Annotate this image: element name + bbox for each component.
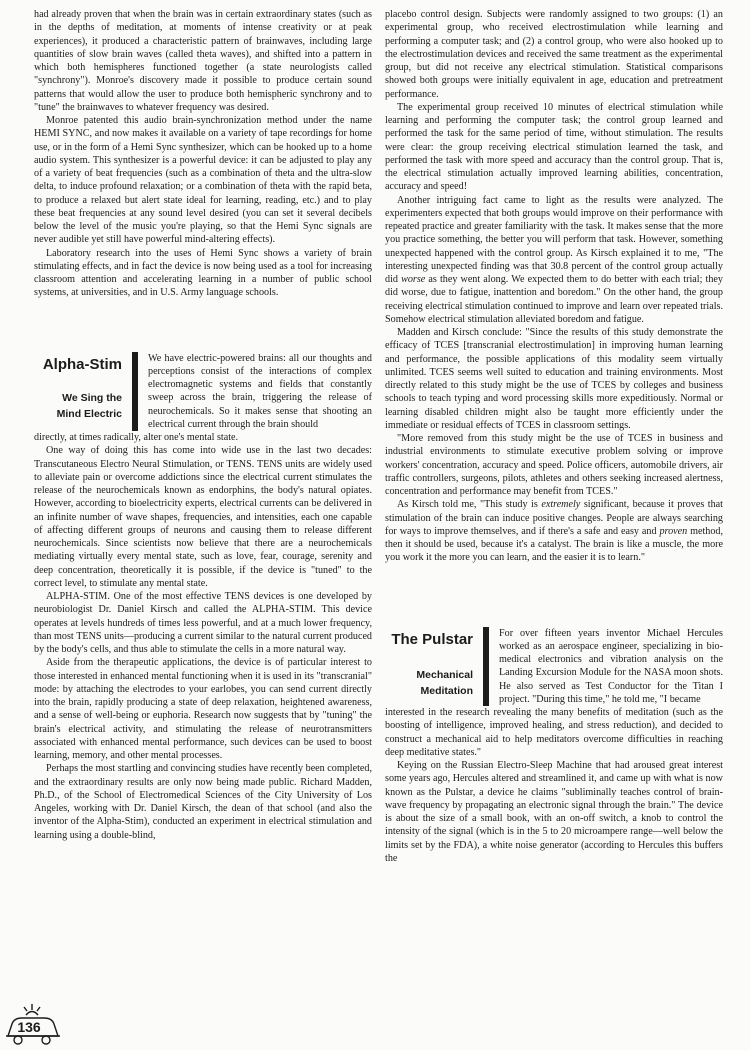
paragraph: placebo control design. Subjects were randomly assigned to two groups: (1) an experimental group, who received electrostimulation while learning and performing a computer task; and (2) a control group, who were also hooked up to the electrostimulation devices and received the same treatment as the experimental group, but did not receive any electrical stimulation. Statistical comparisons showed both groups were initially equivalent in age, education and pretreatment performance. xyxy=(385,9,723,100)
section-subtitle: We Sing the xyxy=(62,391,122,404)
paragraph: The experimental group received 10 minutes of electrical stimulation while learning and performing the computer task; the control group learned and performed the task for the same period of time, without stimulation. The results were clear: the group receiving electrical stimulation learned the task, and performed the task with more speed and accuracy than the control group. That is, the electrical stimulation actually improved learning abilities, concentration, accuracy and speed! xyxy=(385,101,723,193)
paragraph xyxy=(385,498,723,564)
emphasis: worse xyxy=(401,274,426,285)
left-column xyxy=(34,8,372,842)
section-heading-block xyxy=(34,352,132,432)
pulstar-section-header xyxy=(385,627,723,707)
paragraph: "More removed from this study might be the use of TCES in business and industrial environments to stimulate executive problem solving or improve workers' concentration, accuracy and speed. Police officers, automobile drivers, air traffic controllers, surgeons, pilots, athletes and others seeking increased alertness, concentration and performance may benefit from TCES." xyxy=(385,433,723,497)
section-subtitle: Mind Electric xyxy=(56,407,122,420)
paragraph: interested in the research revealing the many benefits of meditation (such as the boosting of intelligence, improved healing, and stress reduction), and decided to construct a mechanical aid to help meditators overcome difficulties in reaching deep meditative states." xyxy=(385,707,723,758)
paragraph: Laboratory research into the uses of Hemi Sync shows a variety of brain stimulating effects, and in fact the device is now being used as a tool for increasing classroom attention and accelerating learning in a number of public school systems, at universities, and in U.S. Army language schools. xyxy=(34,247,372,299)
section-title: The Pulstar xyxy=(391,630,473,648)
right-column xyxy=(385,8,723,865)
section-heading-block xyxy=(385,627,483,707)
paragraph-text: as they went along. We expected them to do better with each trial; they did worse, due to fatigue, inattention and boredom." On the other hand, the group receiving electrical stimulation continued to improve and learn over repeated trials. Somehow electrical stimulation alleviated boredom and fatigue. xyxy=(385,274,723,325)
paragraph: directly, at times radically, alter one's mental state. xyxy=(34,432,239,443)
paragraph: Keying on the Russian Electro-Sleep Machine that had aroused great interest some years ago, Hercules altered and streamlined it, and came up with what is now known as the Pulstar, a device he claims "subliminally teaches control of brain-wave frequency by propagating an electronic signal through the brain." The device is about the size of a small book, with an on-off switch, a knob to control the intensity of the signal (which is in the 5 to 20 microampere range—well below the limits set by the FDA), a white noise generator (according to Hercules this buffers the xyxy=(385,760,723,864)
run-in-heading: ALPHA-STIM. xyxy=(46,591,110,602)
section-subtitle: Mechanical xyxy=(416,668,473,681)
paragraph-text: significant, because it proves that stimulation of the brain can induce positive changes. People are always searching for ways to improve themselves, and if there's a safe and easy and xyxy=(385,499,723,537)
emphasis: proven xyxy=(659,525,688,537)
section-title: Alpha-Stim xyxy=(42,355,122,373)
paragraph-text: As Kirsch told me, "This study is xyxy=(397,499,542,511)
section-subtitle: Meditation xyxy=(420,684,473,697)
paragraph: We have electric-powered brains: all our thoughts and perceptions consist of the interactions of complex electromagnetic systems and fields that constantly sweep across the brain, triggering the release of neurochemicals. So it makes sense that shooting an electrical current through the brain should xyxy=(148,352,372,430)
paragraph: Monroe patented this audio brain-synchronization method under the name HEMI SYNC, and now makes it available on a variety of tape recordings for home use, or in the form of a Hemi Sync synthesizer, which can be hooked up to a home audio system. This synthesizer is a powerful device: it can be adjusted to play any of a variety of beat frequencies (such as a combination of theta and the ultra-slow delta, to induce profound relaxation; or a combination of theta with the rapid beta, to produce a relaxed but alert state ideal for learning, reading, etc.) and to play these beat frequencies at any sound level desired (you can set it several decibels below the level of the music you're playing, so that the Hemi Sync signals are never audible yet still have powerful mind-altering effects). xyxy=(34,115,372,246)
alpha-stim-section-header xyxy=(34,352,372,432)
paragraph: One way of doing this has come into wide use in the last two decades: Transcutaneous Electro Neural Stimulation, or TENS. TENS units are widely used to alleviate pain or overcome addictions since the electrical current stimulates the release of the neurochemicals known as endorphins, the body's natural opiates. However, according to bioelectricity experts, electrical currents can be delivered in an infinite number of wave shapes, frequencies, and intensities, each one capable of affecting different groups of neurons and causing them to release different neurochemicals. Since scientists now believe that there are a neurochemicals mediating virtually every mental state, such as love, fear, courage, serenity and deep concentration, theoretically it is possible, if the device is "tuned" to the correct level, to stimulate any mental state. xyxy=(34,445,372,589)
paragraph xyxy=(385,194,723,327)
paragraph xyxy=(34,590,372,656)
page-number: 136 xyxy=(17,1019,41,1035)
paragraph: For over fifteen years inventor Michael Hercules worked as an aerospace engineer, specializing in bio-medical electronics and vibration analysis on the Landing Excursion Module for the NASA moon shots. He also served as Test Conductor for the Titan I project. "During this time," he told me, "I became xyxy=(499,627,723,705)
section-divider-bar xyxy=(483,627,489,707)
section-divider-bar xyxy=(132,352,138,432)
paragraph: Aside from the therapeutic applications, the device is of particular interest to those interested in enhanced mental functioning when it is used in its "transcranial" mode: by attaching the electrodes to your earlobes, you can send current directly into the brain, rapidly producing a state of deep relaxation, heightened awareness, and a sense of well-being or euphoria. Research now suggests that by "tuning" the brain's electrical activity, and stimulating the release of neurotransmitters associated with enhanced mental performance, such devices can be used to boost learning, memory, and other mental processes. xyxy=(34,657,372,761)
paragraph-text: One of the most effective TENS devices is one developed by neurobiologist Dr. Daniel Kirsch and called the ALPHA-STIM. This device operates at levels hundreds of times less powerful, and at a much lower frequency, than most TENS units—producing a current similar to the natural current produced by the body's cells, and thus able to stimulate the cells in a more natural way. xyxy=(34,591,372,655)
paragraph: Perhaps the most startling and convincing studies have recently been completed, and the extraordinary results are only now being made public. Richard Madden, Ph.D., of the School of Electromedical Sciences of the City University of Los Angeles, working with Dr. Daniel Kirsch, the dean of that school (and also the inventor of the Alpha-Stim), conducted an experiment in electrical stimulation and learning using a double-blind, xyxy=(34,763,372,841)
paragraph: Madden and Kirsch conclude: "Since the results of this study demonstrate the efficacy of TCES [transcranial electrostimulation] in improving human learning and performance, the possible applications of this modality seem virtually unlimited. TCES seems well suited to education and training environments. Most directly related to this study might be the use of TCES by colleges and business schools to teach typing and word processing skills more expeditiously. Normal or learning disabled children might also be taught more efficiently under the immediate or residual effects of TCES in classroom settings. xyxy=(385,327,723,431)
paragraph-text: method, then it should be used, because it's a catalyst. The brain is like a muscle, the more you work it the more you can learn, and the easier it is to learn." xyxy=(385,525,724,564)
paragraph: had already proven that when the brain was in certain extraordinary states (such as in the depths of meditation, at moments of intense creativity or at peak experiences), it produced a characteristic pattern of brainwaves, including large quantities of slow brain waves (called theta waves), and shifted into a pattern in which both hemispheres functioned together (a state neurologists called "synchrony"). Monroe's discovery made it possible to produce certain sound patterns that would allow the user to produce both hemispheric synchrony and to "tune" the brainwaves to whatever frequency was desired. xyxy=(34,9,372,113)
emphasis: extremely xyxy=(541,499,581,511)
paragraph-text: Another intriguing fact came to light as the results were analyzed. The experimenters expected that both groups would improve on their performance with repeated practice and greater familiarity with the task. It makes sense that the more you practice something, the better you will perform that task. However, something unexpected happened with the control group. As Kirsch explained it to me, "The interesting unexpected finding was that 30.8 percent of the control group actually did xyxy=(385,194,723,285)
